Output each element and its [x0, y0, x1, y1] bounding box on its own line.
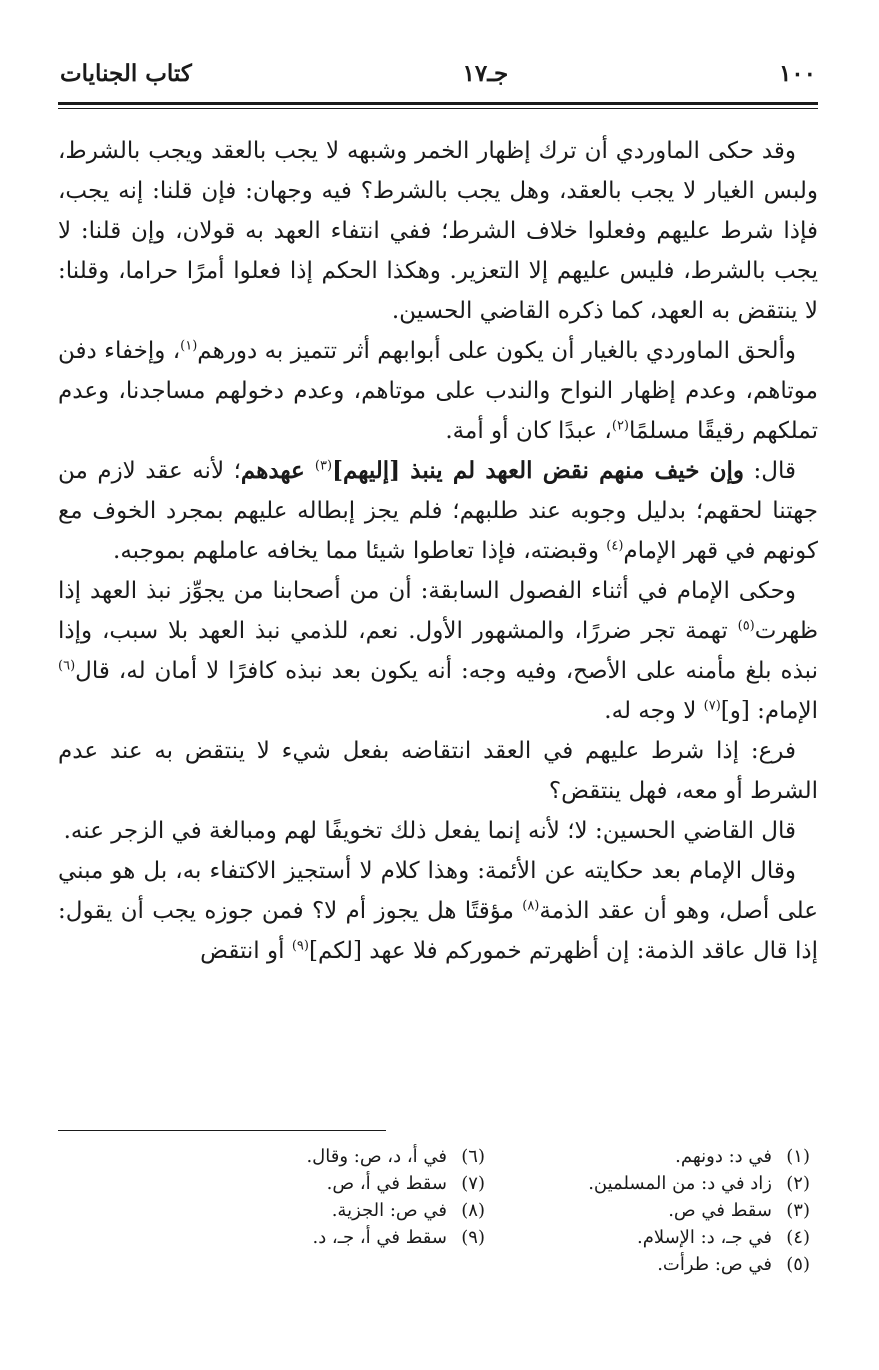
footnote-ref-6: (٦) — [58, 658, 76, 674]
paragraph-4-text-a: وحكى الإمام في أثناء الفصول السابقة: أن من أصحابنا من يجوِّز نبذ العهد إذا ظهرت — [58, 578, 818, 644]
paragraph-2 — [58, 331, 818, 451]
paragraph-3-text-a: قال: — [744, 458, 796, 484]
footnote-number: (٦) — [461, 1146, 485, 1167]
paragraph-4-text-d: لا وجه له. — [604, 698, 704, 724]
paragraph-7-text-c: أو انتقض — [200, 938, 292, 964]
footnote-text: سقط في ص. — [668, 1200, 772, 1221]
footnote-text: سقط في أ، ص. — [326, 1173, 447, 1194]
footnote-text: في أ، د، ص: وقال. — [306, 1146, 447, 1167]
paragraph-3-matn-2: عهدهم — [240, 457, 315, 484]
footnote-number: (٣) — [786, 1200, 810, 1221]
paragraph-3-text-b: ؛ لأنه عقد لازم من جهتنا لحقهم؛ بدليل وجوبه عند طلبهم؛ فلم يجز إبطاله عليهم بمجرد الخوف مع كونهم في قهر الإمام — [58, 458, 818, 564]
paragraph-7-text-b: مؤقتًا هل يجوز أم لا؟ فمن جوزه يجب أن يقول: إذا قال عاقد الذمة: إن أظهرتم خموركم فلا عهد [لكم] — [58, 898, 818, 964]
footnote-ref-7: (٧) — [703, 698, 721, 714]
footnotes-column-left — [200, 1143, 485, 1278]
paragraph-7-text-a: وقال الإمام بعد حكايته عن الأئمة: وهذا كلام لا أستجيز الاكتفاء به، بل هو مبني على أصل، وهو أن عقد الذمة — [58, 858, 818, 924]
paragraph-4-text-b: تهمة تجر ضررًا، والمشهور الأول. نعم، للذمي نبذ العهد بلا سبب، وإذا نبذه بلغ مأمنه على الأصح، وفيه وجه: أنه يكون بعد نبذه كافرًا لا أمان له، قال — [58, 618, 818, 684]
footnote-item — [525, 1197, 810, 1224]
footnote-item — [525, 1143, 810, 1170]
footnote-ref-2: (٢) — [611, 418, 629, 434]
book-page — [58, 60, 818, 971]
footnotes — [200, 1143, 810, 1278]
footnote-number: (٨) — [461, 1200, 485, 1221]
running-header — [58, 60, 818, 100]
footnote-item — [525, 1251, 810, 1278]
footnote-separator — [58, 1130, 386, 1131]
paragraph-2-text-b: ، وإخفاء دفن موتاهم، وعدم إظهار النواح والندب على موتاهم، وعدم دخولهم مساجدنا، وعدم تملكهم رقيقًا مسلمًا — [58, 338, 818, 444]
header-rule-thick — [58, 102, 818, 105]
paragraph-3-matn-1: وإن خيف منهم نقض العهد لم ينبذ [إليهم] — [332, 457, 745, 484]
header-rule-thin — [58, 108, 818, 109]
footnote-item — [525, 1224, 810, 1251]
footnote-item — [200, 1143, 485, 1170]
footnote-text: زاد في د: من المسلمين. — [588, 1173, 772, 1194]
footnote-item — [200, 1170, 485, 1197]
footnote-text: في جـ، د: الإسلام. — [636, 1227, 772, 1248]
volume-number: جـ١٧ — [462, 60, 509, 87]
paragraph-6: قال القاضي الحسين: لا؛ لأنه إنما يفعل ذلك تخويفًا لهم ومبالغة في الزجر عنه. — [63, 818, 796, 844]
paragraph-2-text-c: ، عبدًا كان أو أمة. — [445, 418, 612, 444]
paragraph-2-text-a: وألحق الماوردي بالغيار أن يكون على أبوابهم أثر تتميز به دورهم — [197, 338, 796, 364]
footnote-ref-8: (٨) — [522, 898, 540, 914]
footnote-ref-1: (١) — [180, 338, 198, 354]
paragraph-4 — [58, 571, 818, 731]
paragraph-3 — [58, 451, 818, 571]
page-number: ١٠٠ — [778, 60, 816, 87]
footnote-item — [200, 1197, 485, 1224]
book-title: كتاب الجنايات — [60, 60, 192, 87]
footnote-text: في ص: الجزية. — [331, 1200, 447, 1221]
footnote-number: (٧) — [461, 1173, 485, 1194]
footnotes-column-right — [525, 1143, 810, 1278]
footnote-ref-5: (٥) — [737, 618, 755, 634]
footnote-text: في د: دونهم. — [675, 1146, 772, 1167]
footnote-item — [525, 1170, 810, 1197]
footnote-text: سقط في أ، جـ، د. — [312, 1227, 447, 1248]
footnote-number: (٩) — [461, 1227, 485, 1248]
footnote-ref-4: (٤) — [606, 538, 624, 554]
main-text — [58, 131, 818, 971]
paragraph-3-text-c: وقبضته، فإذا تعاطوا شيئا مما يخافه عاملهم بموجبه. — [113, 538, 607, 564]
paragraph-7 — [58, 851, 818, 971]
footnote-item — [200, 1224, 485, 1251]
footnote-number: (١) — [786, 1146, 810, 1167]
paragraph-1: وقد حكى الماوردي أن ترك إظهار الخمر وشبهه لا يجب بالعقد ويجب بالشرط، ولبس الغيار لا يجب بالعقد، وهل يجب بالشرط؟ فيه وجهان: فإن قلنا: إنه يجب، فإذا شرط عليهم وفعلوا خلاف الشرط؛ ففي انتفاء العهد به قولان، وإن قلنا: لا يجب بالشرط، فليس عليهم إلا التعزير. وهكذا الحكم إذا فعلوا أمرًا حراما، وقلنا: لا ينتقض به العهد، كما ذكره القاضي الحسين. — [58, 138, 818, 324]
footnote-text: في ص: طرأت. — [657, 1254, 772, 1275]
footnote-ref-9: (٩) — [291, 938, 309, 954]
footnote-ref-3: (٣) — [314, 458, 333, 474]
footnote-number: (٤) — [786, 1227, 810, 1248]
paragraph-4-text-c: الإمام: [و] — [720, 698, 818, 724]
paragraph-5: فرع: إذا شرط عليهم في العقد انتقاضه بفعل شيء لا ينتقض به عند عدم الشرط أو معه، فهل ينتقض؟ — [58, 738, 818, 804]
footnote-number: (٢) — [786, 1173, 810, 1194]
footnote-number: (٥) — [786, 1254, 810, 1275]
